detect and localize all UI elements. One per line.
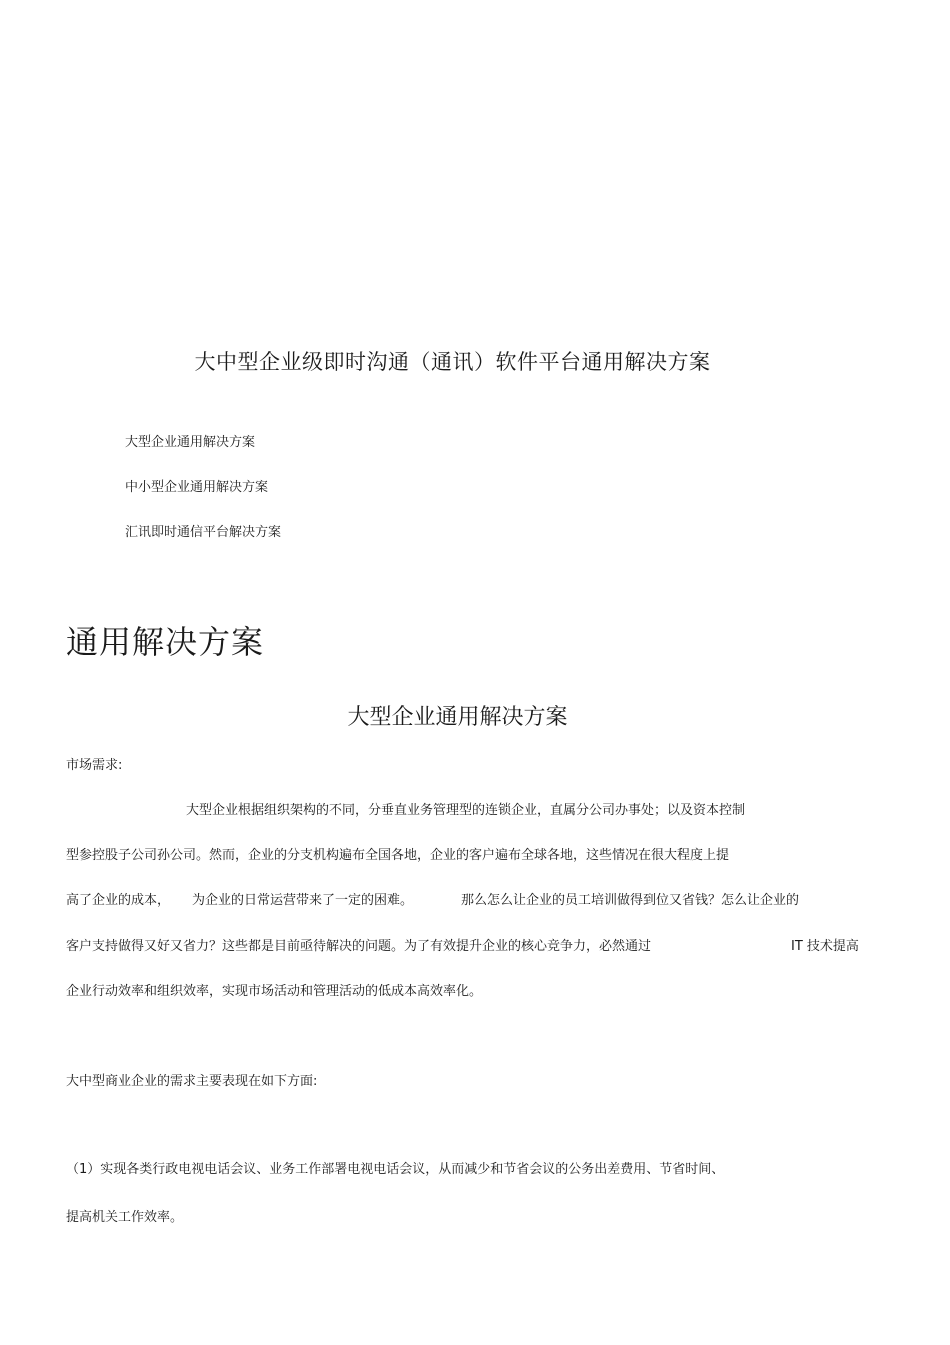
paragraph-line-5: 企业行动效率和组织效率，实现市场活动和管理活动的低成本高效率化。 xyxy=(66,984,483,999)
toc-item-huixun-platform: 汇讯即时通信平台解决方案 xyxy=(125,525,282,540)
paragraph-line-2: 型参控股子公司孙公司。然而，企业的分支机构遍布全国各地，企业的客户遍布全球各地，这些情况在很大程度上提 xyxy=(66,848,730,863)
paragraph-line-3b: 为企业的日常运营带来了一定的困难。 xyxy=(192,893,414,908)
section-heading: 通用解决方案 xyxy=(66,623,265,661)
paragraph-line-3a: 高了企业的成本， xyxy=(66,893,171,908)
list-item-1-line-1: （1）实现各类行政电视电话会议、业务工作部署电视电话会议，从而减少和节省会议的公务出差费用、节省时间、 xyxy=(66,1162,725,1177)
market-needs-label: 市场需求: xyxy=(66,758,123,773)
paragraph-line-4b: IT 技术提高 xyxy=(791,939,859,954)
list-item-1-line-2: 提高机关工作效率。 xyxy=(66,1210,184,1225)
paragraph-line-4a: 客户支持做得又好又省力？这些都是目前亟待解决的问题。为了有效提升企业的核心竞争力，必然通过 xyxy=(66,939,652,954)
sub-heading: 大型企业通用解决方案 xyxy=(347,705,568,730)
toc-item-sme: 中小型企业通用解决方案 xyxy=(125,480,269,495)
toc-item-large-enterprise: 大型企业通用解决方案 xyxy=(125,435,256,450)
paragraph-line-3c: 那么怎么让企业的员工培训做得到位又省钱？怎么让企业的 xyxy=(461,893,800,908)
document-title: 大中型企业级即时沟通（通讯）软件平台通用解决方案 xyxy=(194,350,711,374)
needs-intro: 大中型商业企业的需求主要表现在如下方面: xyxy=(66,1074,318,1089)
paragraph-line-1: 大型企业根据组织架构的不同，分垂直业务管理型的连锁企业，直属分公司办事处；以及资本控制 xyxy=(186,803,746,818)
